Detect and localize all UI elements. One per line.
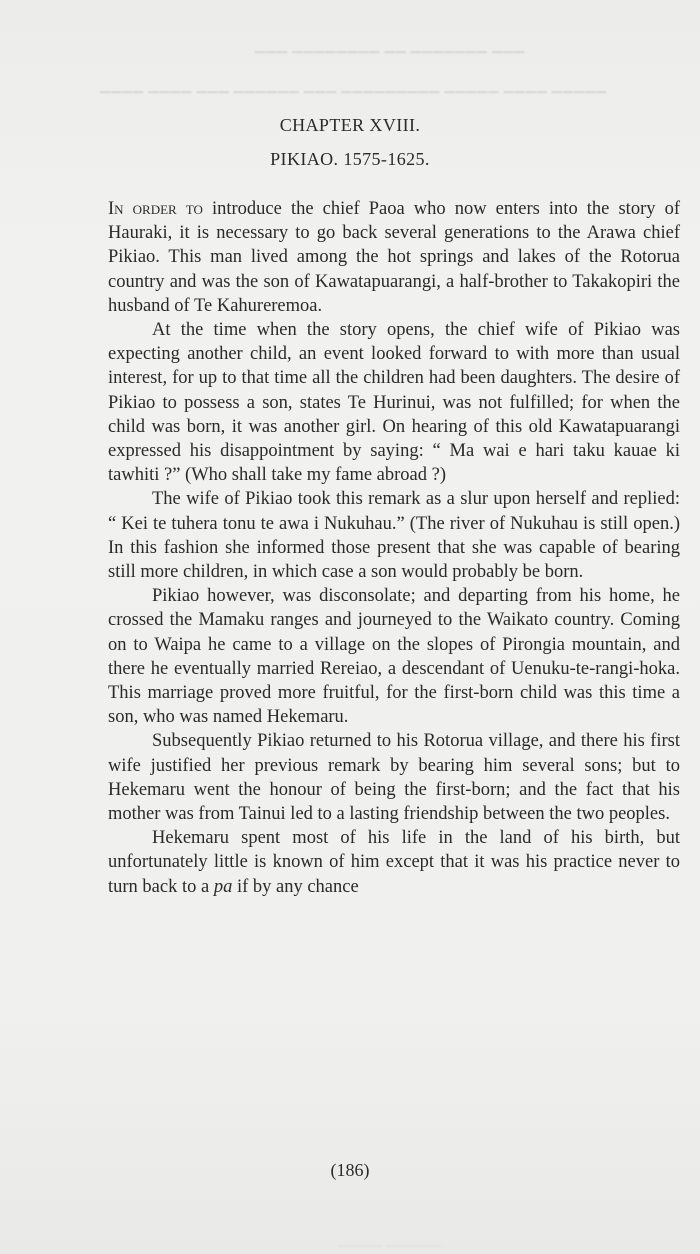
paragraph-5: Subsequently Pikiao returned to his Rotorua village, and there his first wife justified her previous remark by bearing him several sons; but to Hekemaru went the honour of being the first-born; and the fact that his mother was from Tainui led to a lasting friendship between the two peoples. (108, 731, 680, 825)
show-through-text: ▁▁▁▁ ▁▁▁▁ ▁▁▁ ▁▁▁▁▁▁ ▁▁▁ ▁▁▁▁▁▁▁▁▁ ▁▁▁▁▁ ▁▁▁▁ ▁▁▁▁▁ (100, 78, 607, 93)
paragraph-6-text: Hekemaru spent most of his life in the land of his birth, but unfortunately little is known of him except that it was his practice never to turn back to a (108, 828, 680, 897)
show-through-footer: ▁▁▁▁ ▁▁▁▁▁ (338, 1232, 442, 1247)
paragraph-2: At the time when the story opens, the chief wife of Pikiao was expecting another child, an event looked forward to with more than usual interest, for up to that time all the children had been daughters. The desire of Pikiao to possess a son, states Te Hurinui, was not fulfilled; for when the child was born, it was another girl. On hearing of this old Kawatapuarangi expressed his disappointment by saying: “ Ma wai e hari taku kauae ki tawhiti ?” (Who shall take my fame abroad ?) (108, 320, 680, 486)
show-through-running-head: ▁▁▁ ▁▁▁▁▁▁▁▁ ▁▁ ▁▁▁▁▁▁▁ ▁▁▁ (255, 38, 525, 53)
paragraph-4: Pikiao however, was disconsolate; and departing from his home, he crossed the Mamaku ranges and journeyed to the Waikato country. Coming on to Waipa he came to a village on the slopes of Pirongia mountain, and there he eventually married Rereiao, a descendant of Uenuku-te-rangi-hoka. This marriage proved more fruitful, for the first-born child was this time a son, who was named Hekemaru. (108, 586, 680, 728)
chapter-body (108, 197, 680, 899)
chapter-title: CHAPTER XVIII. (279, 115, 421, 135)
paragraph-3: The wife of Pikiao took this remark as a slur upon herself and replied: “ Kei te tuhera tonu te awa i Nukuhau.” (The river of Nukuhau is still open.) In this fashion she informed those present that she was capable of bearing still more children, in which case a son would probably be born. (108, 489, 680, 583)
paragraph-1-text: introduce the chief Paoa who now enters into the story of Hauraki, it is necessary to go back several generations to the Arawa chief Pikiao. This man lived among the hot springs and lakes of the Rotorua country and was the son of Kawatapuarangi, a half-brother to Takakopiri the husband of Te Kahureremoa. (108, 199, 680, 316)
paragraph-6 (108, 826, 680, 899)
chapter-subtitle: PIKIAO. 1575-1625. (270, 149, 430, 169)
paragraph-6-italic-word: pa (213, 876, 233, 897)
paragraph-1 (108, 197, 680, 318)
paragraph-1-lead: In order to (108, 199, 203, 219)
page-number: (186) (330, 1160, 370, 1180)
paragraph-6-text-end: if by any chance (232, 876, 359, 897)
